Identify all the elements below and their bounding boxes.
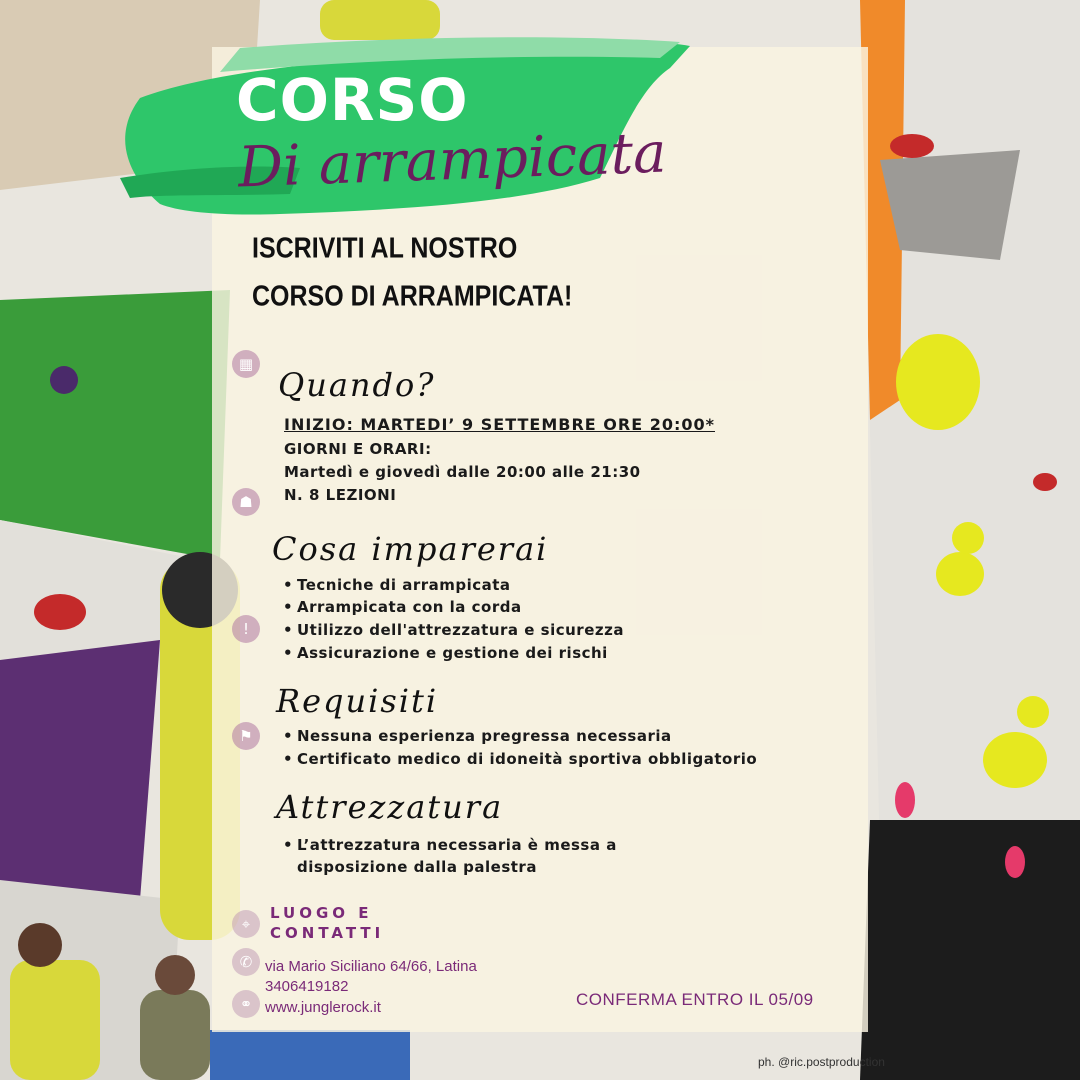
contacts-title-line-2: CONTATTI	[270, 924, 385, 942]
title-main: CORSO	[236, 66, 469, 134]
headline-line-2: CORSO DI ARRAMPICATA!	[252, 280, 573, 313]
quando-schedule: Martedì e giovedì dalle 20:00 alle 21:30	[284, 463, 641, 481]
quando-start: INIZIO: MARTEDI’ 9 SETTEMBRE ORE 20:00*	[284, 415, 715, 434]
fitness-icon: ⚑	[232, 722, 260, 750]
equipment-line-1: • L’attrezzatura necessaria è messa a	[297, 836, 617, 854]
requirements-title: Requisiti	[276, 682, 439, 720]
requirement-item: • Nessuna esperienza pregressa necessaria	[297, 727, 672, 745]
climber-icon: ☗	[232, 488, 260, 516]
warning-icon: !	[232, 615, 260, 643]
contact-address: via Mario Siciliano 64/66, Latina	[265, 958, 477, 975]
phone-icon: ✆	[232, 948, 260, 976]
quando-title: Quando?	[278, 366, 436, 404]
confirm-deadline: CONFERMA ENTRO IL 05/09	[576, 990, 814, 1009]
quando-lessons: N. 8 LEZIONI	[284, 486, 397, 504]
equipment-line-2: disposizione dalla palestra	[297, 858, 537, 876]
contacts-title	[270, 903, 384, 943]
map-pin-icon: ⌖	[232, 910, 260, 938]
link-icon: ⚭	[232, 990, 260, 1018]
quando-schedule-label: GIORNI E ORARI:	[284, 440, 432, 458]
photo-credit: ph. @ric.postproduction	[758, 1055, 885, 1069]
requirement-item: • Certificato medico di idoneità sportiva obbligatorio	[297, 750, 757, 768]
contact-website[interactable]: www.junglerock.it	[265, 999, 381, 1016]
contacts-title-line-1: LUOGO E	[270, 904, 373, 922]
learn-title: Cosa imparerai	[272, 530, 549, 568]
headline-line-1: ISCRIVITI AL NOSTRO	[252, 232, 518, 265]
calendar-icon: ▦	[232, 350, 260, 378]
title-subtitle: Di arrampicata	[236, 120, 668, 201]
contact-phone[interactable]: 3406419182	[265, 978, 349, 995]
learn-item: • Arrampicata con la corda	[297, 598, 522, 616]
learn-item: • Utilizzo dell'attrezzatura e sicurezza	[297, 621, 624, 639]
learn-item: • Tecniche di arrampicata	[297, 576, 511, 594]
learn-item: • Assicurazione e gestione dei rischi	[297, 644, 608, 662]
equipment-title: Attrezzatura	[276, 788, 504, 826]
